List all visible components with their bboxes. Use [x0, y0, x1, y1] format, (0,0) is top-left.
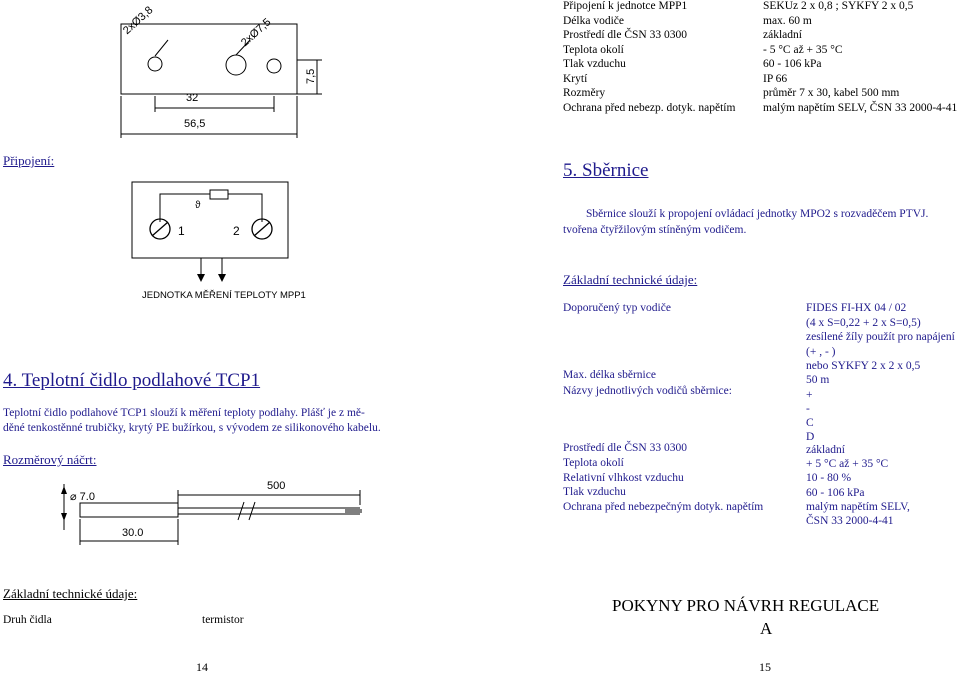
- bus-spec-value: 60 - 106 kPa: [806, 487, 865, 499]
- unit-label: JEDNOTKA MĚŘENÍ TEPLOTY MPP1: [142, 290, 306, 301]
- spec-label: Připojení k jednotce MPP1: [563, 0, 688, 12]
- spec-value: max. 60 m: [763, 14, 812, 27]
- spec-value: - 5 °C až + 35 °C: [763, 43, 843, 56]
- diameter-label: ⌀ 7.0: [70, 491, 95, 503]
- break-1: [238, 502, 244, 520]
- cable-length-label: 500: [267, 480, 286, 492]
- hole-label-2: 2xØ7,5: [239, 16, 274, 49]
- spec-label: Prostředí dle ČSN 33 0300: [563, 29, 687, 41]
- dim-label-outer: 56,5: [184, 118, 206, 130]
- section4-title: 4. Teplotní čidlo podlahové TCP1: [3, 370, 261, 391]
- bus-spec-value: základní: [806, 444, 845, 456]
- bus-spec-label: Názvy jednotlivých vodičů sběrnice:: [563, 385, 732, 397]
- spec-value: základní: [763, 29, 802, 41]
- length-label: 30.0: [122, 527, 144, 539]
- regulation-title-line2: A: [760, 619, 773, 638]
- bus-spec-value: nebo SYKFY 2 x 2 x 0,5: [806, 360, 921, 372]
- spec-label: Krytí: [563, 72, 588, 85]
- bus-spec-label: Max. délka sběrnice: [563, 369, 656, 381]
- connection-heading: Připojení:: [3, 153, 55, 168]
- page-number-right: 15: [759, 660, 771, 674]
- spec-value: průměr 7 x 30, kabel 500 mm: [763, 87, 900, 99]
- spec-label: Délka vodiče: [563, 14, 624, 27]
- terminal-1-label: 1: [178, 224, 185, 238]
- bus-spec-value: 10 - 80 %: [806, 472, 852, 484]
- bus-spec-value: + 5 °C až + 35 °C: [806, 458, 889, 470]
- spec-label: Teplota okolí: [563, 43, 624, 56]
- regulation-title-line1: POKYNY PRO NÁVRH REGULACE: [612, 596, 880, 615]
- bus-spec-value: malým napětím SELV,: [806, 501, 910, 513]
- spec-label: Rozměry: [563, 87, 606, 99]
- spec-value: malým napětím SELV, ČSN 33 2000-4-41: [763, 101, 958, 114]
- bus-spec-value: +: [806, 389, 813, 401]
- terminal-2-label: 2: [233, 224, 240, 238]
- section4-text-line1: Teplotní čidlo podlahové TCP1 slouží k měření teploty podlahy. Plášť je z mě-: [3, 407, 365, 419]
- page-number-left: 14: [196, 660, 208, 674]
- bus-spec-label: Tlak vzduchu: [563, 486, 626, 498]
- dim-label-inner: 32: [186, 92, 199, 104]
- dim-label-height: 7,5: [305, 68, 317, 84]
- section4-text-line2: děné tenkostěnné trubičky, krytý PE bužírkou, s vývodem ze silikonového kabelu.: [3, 422, 381, 434]
- sensor-body: [80, 503, 178, 517]
- spec-label: Tlak vzduchu: [563, 58, 626, 70]
- spec-value: IP 66: [763, 72, 788, 85]
- bus-spec-value: FIDES FI-HX 04 / 02: [806, 302, 907, 314]
- bus-spec-value: -: [806, 403, 810, 415]
- section5-title: 5. Sběrnice: [563, 160, 649, 181]
- spec-value: SEKUz 2 x 0,8 ; SYKFY 2 x 0,5: [763, 0, 914, 12]
- bus-spec-value: (4 x S=0,22 + 2 x S=0,5): [806, 317, 921, 329]
- thermistor-label: ϑ: [195, 200, 201, 211]
- section5-heading: Základní technické údaje:: [563, 272, 698, 287]
- bus-spec-value: D: [806, 431, 815, 443]
- sketch-heading: Rozměrový náčrt:: [3, 452, 97, 467]
- section5-text-line2: tvořena čtyřžilovým stíněným vodičem.: [563, 224, 747, 236]
- bus-spec-value: C: [806, 417, 814, 429]
- bus-spec-label: Doporučený typ vodiče: [563, 302, 671, 314]
- bus-spec-label: Teplota okolí: [563, 457, 624, 469]
- bus-spec-value: (+ , - ): [806, 346, 836, 358]
- section5-text-line1: Sběrnice slouží k propojení ovládací jednotky MPO2 s rozvaděčem PTVJ.: [586, 208, 929, 220]
- hole-label-1: 2xØ3,8: [121, 4, 156, 37]
- sensor-type-value: termistor: [202, 614, 244, 626]
- bus-spec-value: 50 m: [806, 374, 830, 386]
- bus-spec-value: ČSN 33 2000-4-41: [806, 515, 894, 527]
- bottom-left-heading: Základní technické údaje:: [3, 586, 138, 601]
- bus-spec-value: zesílené žíly použít pro napájení: [806, 331, 955, 343]
- bus-spec-label: Relativní vlhkost vzduchu: [563, 472, 684, 484]
- sensor-type-label: Druh čidla: [3, 614, 52, 626]
- bus-spec-label: Ochrana před nebezpečným dotyk. napětím: [563, 501, 764, 513]
- spec-label: Ochrana před nebezp. dotyk. napětím: [563, 101, 736, 114]
- spec-value: 60 - 106 kPa: [763, 58, 822, 70]
- bus-spec-label: Prostředí dle ČSN 33 0300: [563, 442, 687, 454]
- break-2: [249, 502, 255, 520]
